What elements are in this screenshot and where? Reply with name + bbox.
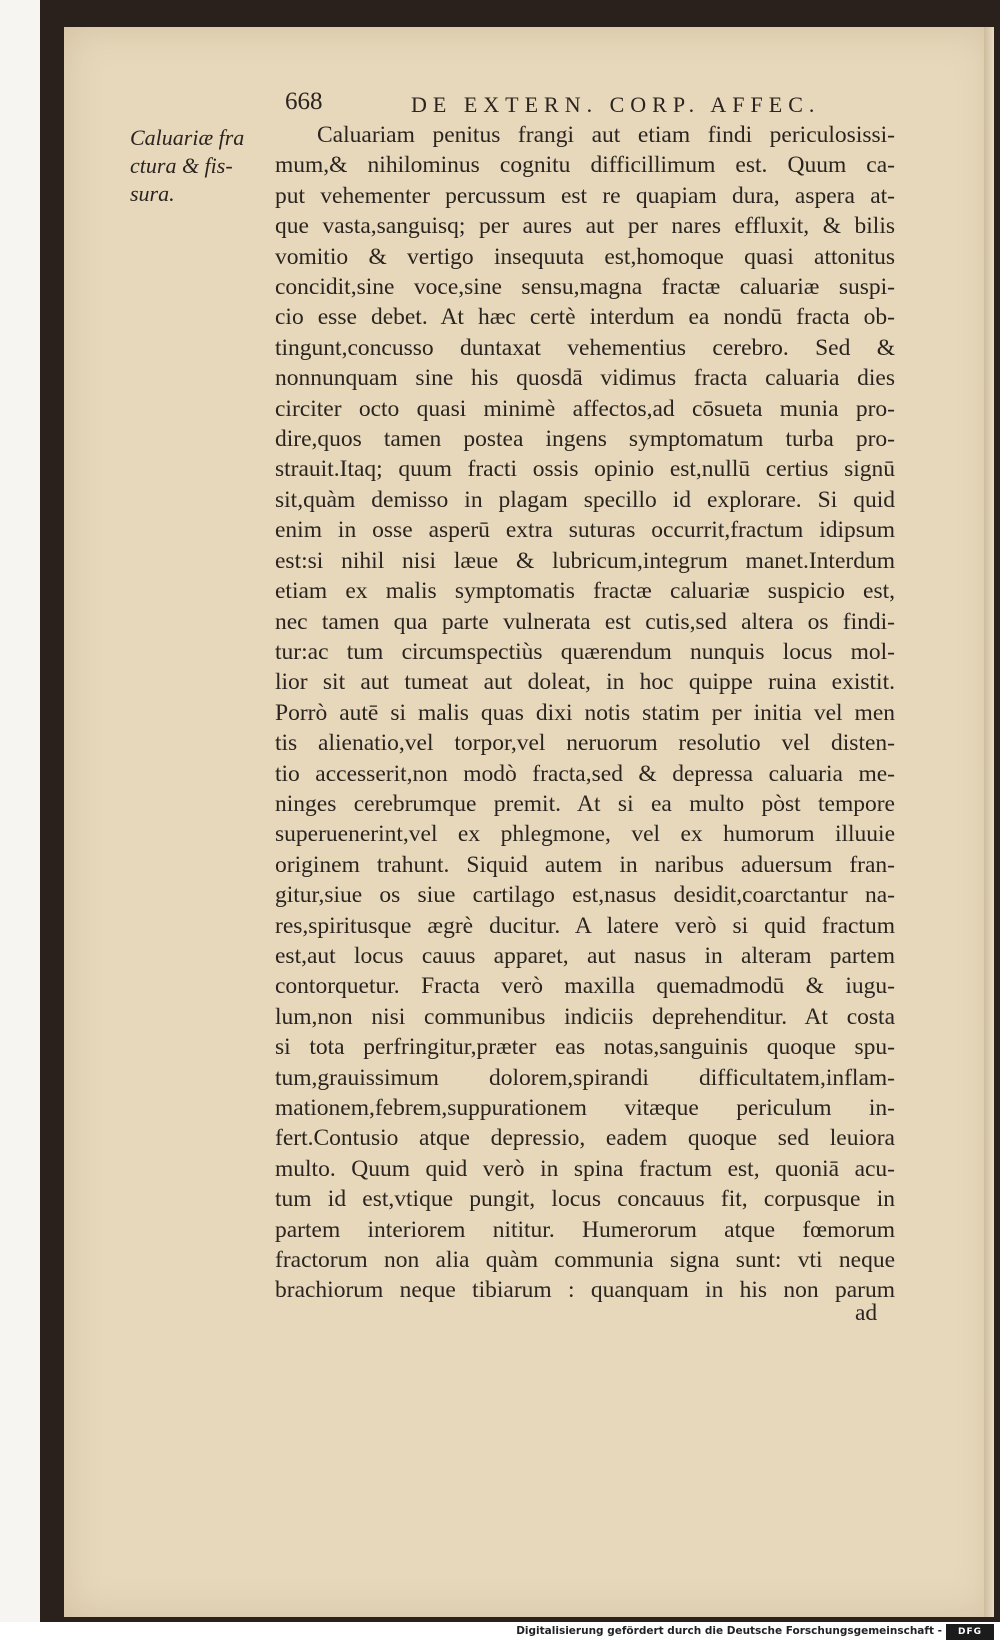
text-line: brachiorum neque tibiarum : quanquam in his non parum (275, 1277, 895, 1304)
text-line: Porrò autē si malis quas dixi notis statim per initia vel men (275, 699, 895, 726)
text-line: dire,quos tamen postea ingens symptomatum turba pro- (275, 426, 895, 453)
text-line: sit,quàm demisso in plagam specillo id explorare. Si quid (275, 486, 895, 513)
text-line: circiter octo quasi minimè affectos,ad cōsueta munia pro- (275, 395, 895, 422)
text-line: tis alienatio,vel torpor,vel neruorum resolutio vel disten- (275, 730, 895, 757)
text-line: strauit.Itaq; quum fracti ossis opinio est,nullū certius signū (275, 456, 895, 483)
text-line: tur:ac tum circumspectiùs quærendum nunquis locus mol- (275, 638, 895, 665)
text-line: enim in osse asperū extra suturas occurrit,fractum idipsum (275, 517, 895, 544)
text-line: tingunt,concusso duntaxat vehementius cerebro. Sed & (275, 334, 895, 361)
text-line: cio esse debet. At hæc certè interdum ea nondū fracta ob- (275, 304, 895, 331)
text-line: lum,non nisi communibus indiciis deprehenditur. At costa (275, 1003, 895, 1030)
text-line: tio accesserit,non modò fracta,sed & depressa caluaria me- (275, 760, 895, 787)
text-line: lior sit aut tumeat aut doleat, in hoc quippe ruina existit. (275, 669, 895, 696)
text-line: res,spiritusque ægrè ducitur. A latere verò si quid fractum (275, 912, 895, 939)
text-line: contorquetur. Fracta verò maxilla quemadmodū & iugu- (275, 973, 895, 1000)
text-line: etiam ex malis symptomatis fractæ caluariæ suspicio est, (275, 578, 895, 605)
text-line: superuenerint,vel ex phlegmone, vel ex humorum illuuie (275, 821, 895, 848)
text-line: mationem,febrem,suppurationem vitæque periculum in- (275, 1095, 895, 1121)
text-line: mum,& nihilominus cognitu difficillimum est. Quum ca- (275, 152, 895, 179)
text-line: si tota perfringitur,præter eas notas,sanguinis quoque spu- (275, 1034, 895, 1061)
text-line: fert.Contusio atque depressio, eadem quoque sed leuiora (275, 1125, 895, 1152)
page-number: 668 (285, 88, 323, 115)
text-line: que vasta,sanguisq; per aures aut per nares effluxit, & bilis (275, 213, 895, 240)
dfg-logo: DFG (946, 1624, 994, 1640)
text-line: ninges cerebrumque premit. At si ea multo pòst tempore (275, 790, 895, 817)
text-line: fractorum non alia quàm communia signa sunt: vti neque (275, 1247, 895, 1274)
text-line: put vehementer percussum est re quapiam dura, aspera at- (275, 182, 895, 209)
text-line: est:si nihil nisi læue & lubricum,integrum manet.Interdum (275, 547, 895, 574)
text-line: nonnunquam sine his quosdā vidimus fracta caluaria dies (275, 365, 895, 392)
marginal-note (130, 124, 280, 208)
text-line: concidit,sine voce,sine sensu,magna fractæ caluariæ suspi- (275, 274, 895, 301)
page-edge (984, 27, 994, 1617)
running-title: DE EXTERN. CORP. AFFEC. (411, 92, 821, 117)
text-line: tum id est,vtique pungit, locus concauus fit, corpusque in (275, 1186, 895, 1213)
funding-credit: Digitalisierung gefördert durch die Deutsche Forschungsgemeinschaft - (516, 1625, 942, 1637)
catchword: ad (855, 1300, 878, 1326)
text-line: tum,grauissimum dolorem,spirandi difficultatem,inflam- (275, 1064, 895, 1091)
text-line: Caluariam penitus frangi aut etiam findi periculosissi- (317, 122, 895, 148)
marginal-note-line: Caluariæ fra (130, 125, 245, 150)
text-line: est,aut locus cauus apparet, aut nasus in alteram partem (275, 942, 895, 969)
text-line: multo. Quum quid verò in spina fractum est, quoniā acu- (275, 1155, 895, 1182)
footer-bar (0, 1622, 1000, 1643)
text-line: vomitio & vertigo insequuta est,homoque quasi attonitus (275, 243, 895, 270)
text-line: nec tamen qua parte vulnerata est cutis,sed altera os findi- (275, 608, 895, 635)
marginal-note-line: ctura & fis- (130, 153, 233, 178)
text-line: originem trahunt. Siquid autem in naribus aduersum fran- (275, 851, 895, 878)
text-line: gitur,siue os siue cartilago est,nasus desidit,coarctantur na- (275, 882, 895, 909)
marginal-note-line: sura. (130, 181, 175, 206)
text-line: partem interiorem nititur. Humerorum atque fœmorum (275, 1216, 895, 1243)
body-text (275, 120, 895, 1306)
